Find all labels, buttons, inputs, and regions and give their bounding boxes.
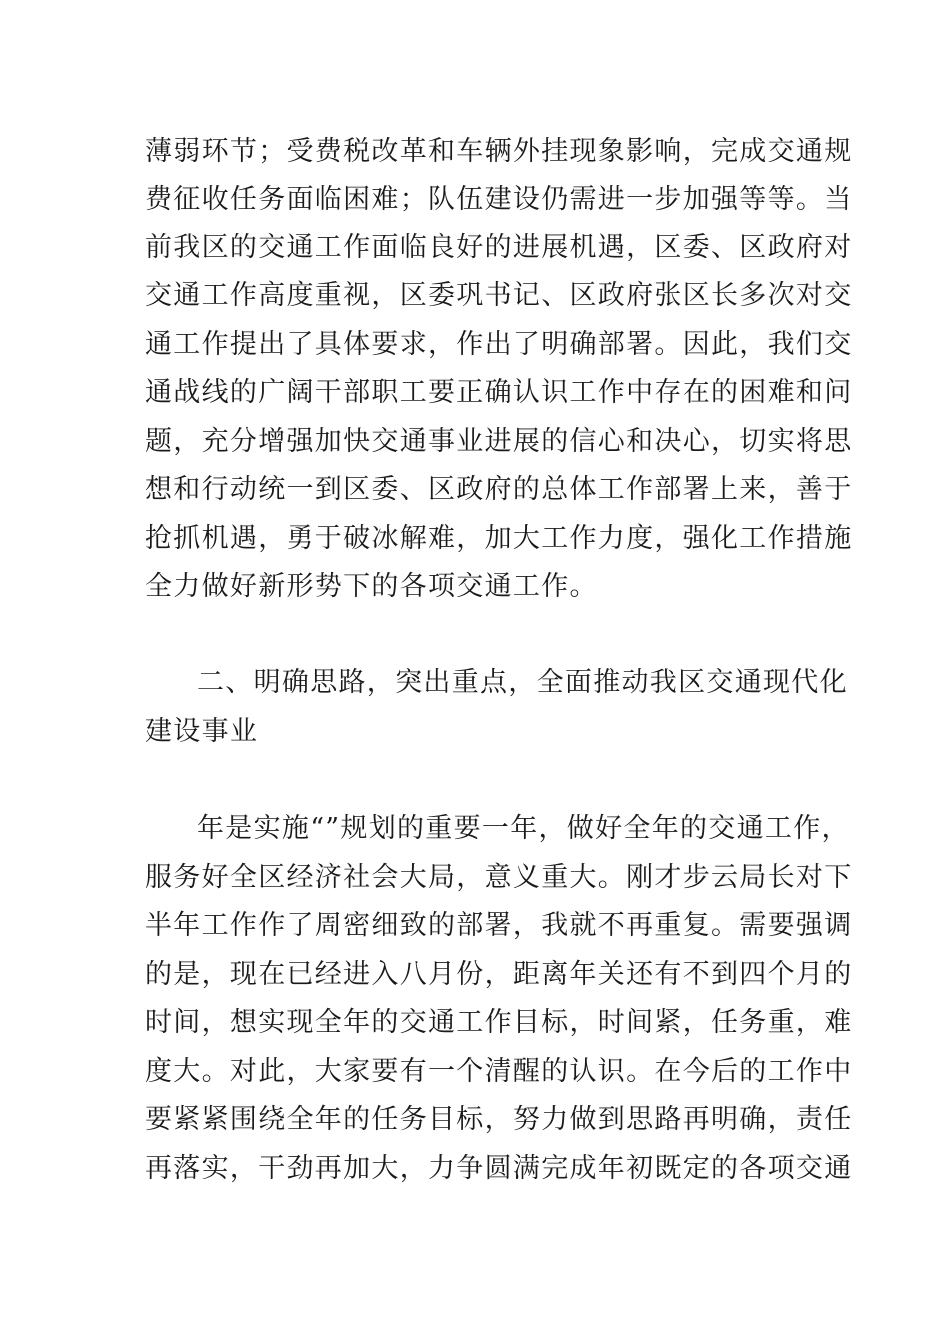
paragraph-line: 费征收任务面临困难；队伍建设仍需进一步加强等等。当: [145, 184, 853, 215]
section-heading: 二、明确思路，突出重点，全面推动我区交通现代化: [197, 667, 848, 698]
paragraph-line: 想和行动统一到区委、区政府的总体工作部署上来，善于: [145, 474, 853, 505]
paragraph-line: 题，充分增强加快交通事业进展的信心和决心，切实将思: [145, 426, 853, 457]
paragraph-line: 薄弱环节；受费税改革和车辆外挂现象影响，完成交通规: [145, 136, 853, 167]
paragraph-line: 交通工作高度重视，区委巩书记、区政府张区长多次对交: [145, 280, 853, 311]
paragraph-line: 要紧紧围绕全年的任务目标，努力做到思路再明确，责任: [145, 1104, 853, 1135]
paragraph-line: 通工作提出了具体要求，作出了明确部署。因此，我们交: [145, 329, 853, 360]
paragraph-line: 抢抓机遇，勇于破冰解难，加大工作力度，强化工作措施: [145, 523, 853, 554]
paragraph-line: 再落实，干劲再加大，力争圆满完成年初既定的各项交通: [145, 1153, 853, 1184]
paragraph-line: 前我区的交通工作面临良好的进展机遇，区委、区政府对: [145, 232, 853, 263]
paragraph-line: 全力做好新形势下的各项交通工作。: [145, 571, 598, 602]
paragraph-line: 年是实施“”规划的重要一年，做好全年的交通工作，: [197, 813, 850, 844]
paragraph-line: 度大。对此，大家要有一个清醒的认识。在今后的工作中: [145, 1056, 853, 1087]
paragraph-line: 通战线的广阔干部职工要正确认识工作中存在的困难和问: [145, 377, 853, 408]
section-heading: 建设事业: [145, 716, 259, 747]
paragraph-line: 时间，想实现全年的交通工作目标，时间紧，任务重，难: [145, 1007, 853, 1038]
paragraph-line: 半年工作作了周密细致的部署，我就不再重复。需要强调: [145, 910, 853, 941]
paragraph-line: 的是，现在已经进入八月份，距离年关还有不到四个月的: [145, 959, 853, 990]
paragraph-line: 服务好全区经济社会大局，意义重大。刚才步云局长对下: [145, 862, 853, 893]
